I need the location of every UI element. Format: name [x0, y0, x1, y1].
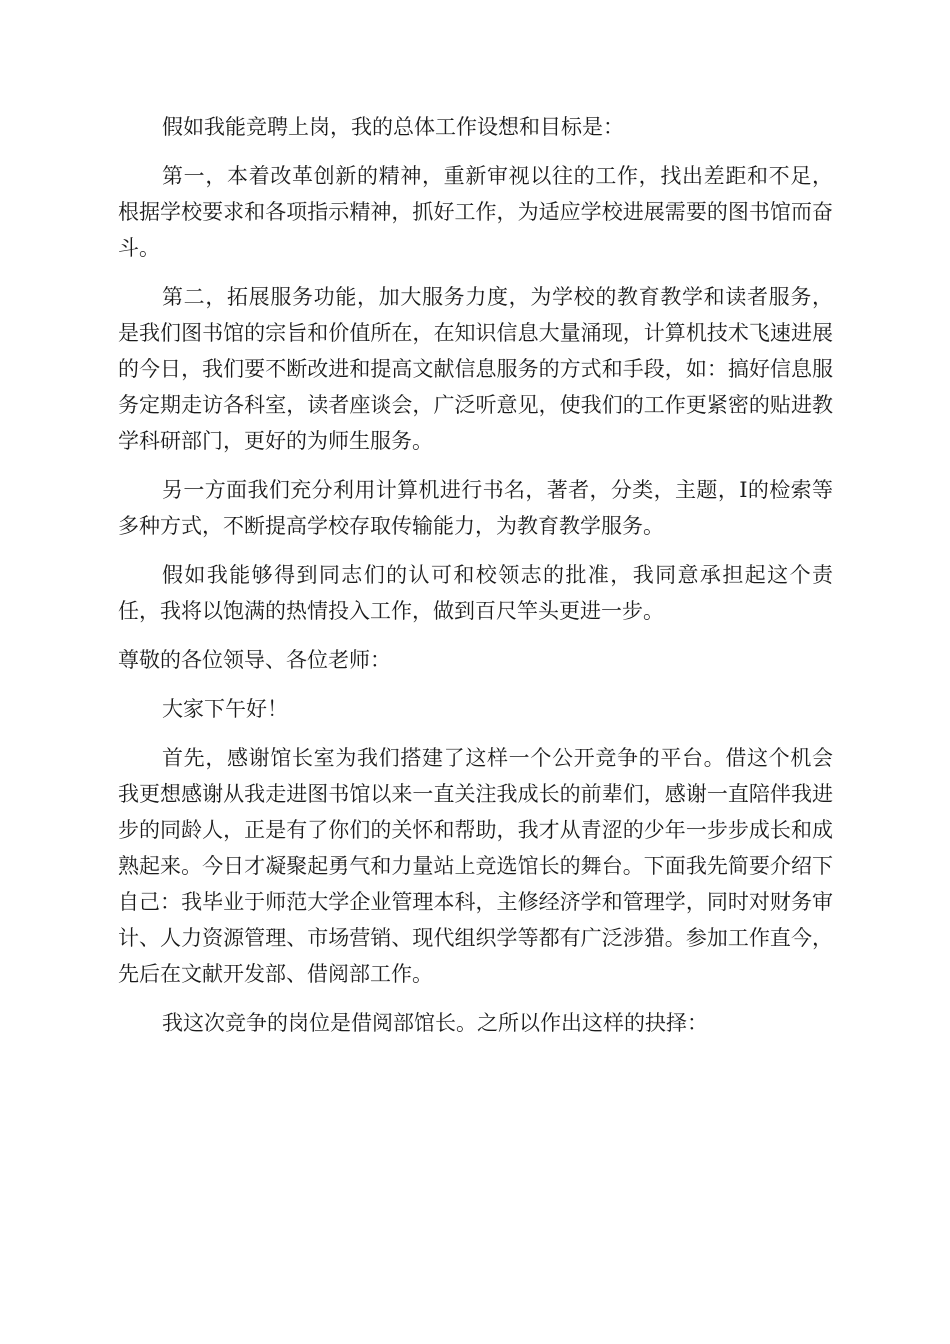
paragraph-greeting: 大家下午好！	[162, 697, 288, 721]
paragraph-work-goals-intro: 假如我能竞聘上岗，我的总体工作设想和目标是：	[162, 115, 624, 139]
paragraph-second-point: 第二，拓展服务功能，加大服务力度，为学校的教育教学和读者服务，是我们图书馆的宗旨和价值所在，在知识信息大量涌现，计算机技术飞速进展的今日，我们要不断改进和提高文献信息服务的方式和手段，如：搞好信息服务定期走访各科室，读者座谈会，广泛听意见，使我们的工作更紧密的贴进教学科研部门，更好的为师生服务。	[118, 285, 833, 453]
paragraph-first-point: 第一，本着改革创新的精神，重新审视以往的工作，找出差距和不足，根据学校要求和各项指示精神，抓好工作，为适应学校进展需要的图书馆而奋斗。	[118, 164, 833, 260]
paragraph-position-choice: 我这次竞争的岗位是借阅部馆长。之所以作出这样的抉择：	[162, 1011, 708, 1035]
paragraph-self-introduction: 首先，感谢馆长室为我们搭建了这样一个公开竞争的平台。借这个机会我更想感谢从我走进图书馆以来一直关注我成长的前辈们，感谢一直陪伴我进步的同龄人，正是有了你们的关怀和帮助，我才从青涩的少年一步步成长和成熟起来。今日才凝聚起勇气和力量站上竞选馆长的舞台。下面我先简要介绍下自己：我毕业于师范大学企业管理本科，主修经济学和管理学，同时对财务审计、人力资源管理、市场营销、现代组织学等都有广泛涉猎。参加工作直今，先后在文献开发部、借阅部工作。	[118, 746, 833, 986]
paragraph-commitment: 假如我能够得到同志们的认可和校领志的批准，我同意承担起这个责任，我将以饱满的热情投入工作，做到百尺竿头更进一步。	[118, 563, 833, 623]
paragraph-computer-retrieval: 另一方面我们充分利用计算机进行书名，著者，分类，主题，I的检索等多种方式，不断提高学校存取传输能力，为教育教学服务。	[118, 478, 833, 538]
paragraph-salutation: 尊敬的各位领导、各位老师：	[118, 648, 391, 672]
document-page	[118, 109, 833, 1054]
